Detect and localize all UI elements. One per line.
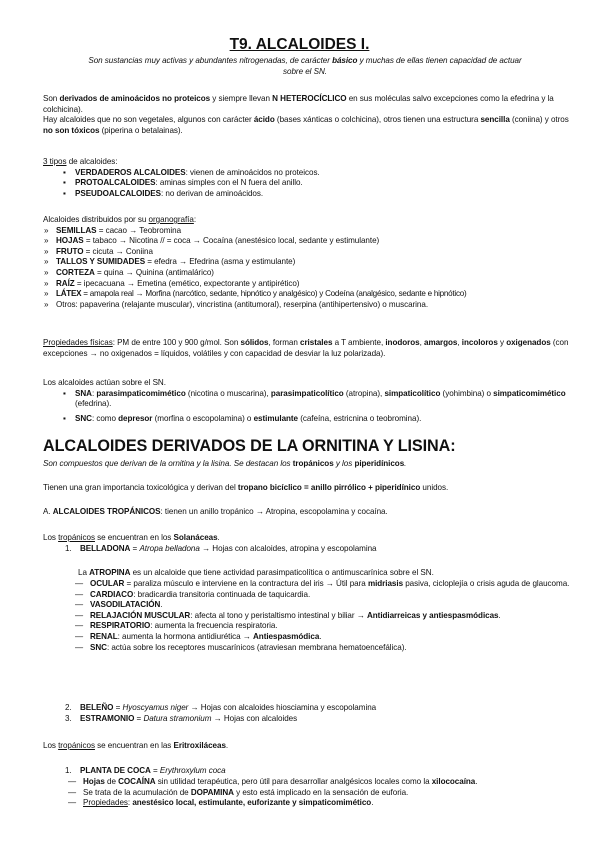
dash-bullet-icon: — xyxy=(75,610,84,620)
tipos-link[interactable]: 3 tipos xyxy=(43,157,67,166)
square-bullet-icon: ▪ xyxy=(63,167,66,177)
page-title: T9. ALCALOIDES I. xyxy=(229,36,370,53)
intro-paragraph-1: Son derivados de aminoácidos no proteicos y siempre llevan N HETEROCÍCLICO en sus moléculas salvo excepciones como la efedrina y la colchicina). xyxy=(43,94,554,114)
sn-heading: Los alcaloides actúan sobre el SN. xyxy=(43,378,166,387)
intro-block xyxy=(43,94,579,136)
list-item: — OCULAR = paraliza músculo e interviene en la contractura del iris → Útil para midriasis pasiva, cicloplejía o crisis aguda de glaucoma. xyxy=(75,579,570,588)
intro-paragraph-2: Hay alcaloides que no son vegetales, algunos con carácter ácido (bases xánticas o colchicina), otros tienen una estructura sencilla (coniina) y otros no son tóxicos (piperina o betalainas). xyxy=(43,115,569,135)
sn-list xyxy=(43,389,579,425)
organografia-block xyxy=(43,215,579,310)
guillemet-bullet-icon: » xyxy=(44,257,49,267)
guillemet-bullet-icon: » xyxy=(44,225,49,235)
organografia-list xyxy=(43,226,579,311)
list-item: » HOJAS = tabaco → Nicotina // = coca → Cocaína (anestésico local, sedante y estimulante) xyxy=(44,236,380,246)
list-item: ▪ SNA: parasimpaticomimético (nicotina o muscarina), parasimpaticolítico (atropina), simpaticolítico (yohimbina) o simpaticomimético (efedrina). xyxy=(63,388,566,409)
square-bullet-icon: ▪ xyxy=(63,413,66,423)
subtitle-text: y muchas de ellas tienen capacidad de actuar sobre el SN. xyxy=(283,56,522,76)
list-item: — Se trata de la acumulación de DOPAMINA y esto está implicado en la sensación de euforia. xyxy=(68,787,409,797)
dash-bullet-icon: — xyxy=(68,777,77,786)
dash-bullet-icon: — xyxy=(75,589,84,599)
dash-bullet-icon: — xyxy=(68,798,77,808)
guillemet-bullet-icon: » xyxy=(44,278,49,288)
tropanicos-link[interactable]: tropánicos xyxy=(58,741,95,750)
atropina-effects-list xyxy=(43,579,579,653)
list-item: ▪ PSEUDOALCALOIDES: no derivan de aminoácidos. xyxy=(63,188,264,198)
section-subtitle: Son compuestos que derivan de la ornitina y la lisina. Se destacan los tropánicos y los piperidínicos. xyxy=(43,459,407,468)
list-item: » RAÍZ = ipecacuana → Emetina (emético, expectorante y antipirético) xyxy=(44,278,300,288)
list-item: — Hojas de COCAÍNA sin utilidad terapéutica, pero útil para desarrollar analgésicos locales como la xilococaína. xyxy=(68,777,478,786)
coca-details-list xyxy=(43,777,579,809)
guillemet-bullet-icon: » xyxy=(44,246,49,256)
coca-list xyxy=(43,766,579,777)
propiedades-link[interactable]: Propiedades físicas xyxy=(43,338,113,347)
list-item: » FRUTO = cicuta → Coniina xyxy=(44,246,153,256)
list-item: » SEMILLAS = cacao → Teobromina xyxy=(44,225,182,235)
organografia-link[interactable]: organografía xyxy=(148,215,194,224)
propiedades-paragraph: Propiedades físicas: PM de entre 100 y 900 g/mol. Son sólidos, forman cristales a T ambiente, inodoros, amargos, incoloros y oxigenados (con excepciones → no oxigenados = líquidos, volátiles y con capacidad de desviar la luz polarizada). xyxy=(43,338,569,358)
list-item: 1. BELLADONA = Atropa belladona → Hojas con alcaloides, atropina y escopolamina xyxy=(65,544,377,553)
sn-block xyxy=(43,378,579,424)
guillemet-bullet-icon: » xyxy=(44,289,49,299)
list-item: » CORTEZA = quina → Quinina (antimalárico) xyxy=(44,267,214,277)
subtitle-text: Son sustancias muy activas y abundantes nitrogenadas, de carácter xyxy=(88,56,333,65)
dash-bullet-icon: — xyxy=(75,579,84,588)
guillemet-bullet-icon: » xyxy=(44,236,49,246)
list-item: — RELAJACIÓN MUSCULAR: afecta al tono y peristaltismo intestinal y biliar → Antidiarreicas y antiespasmódicas. xyxy=(75,610,501,620)
list-item: — RENAL: aumenta la hormona antidiurética → Antiespasmódica. xyxy=(75,631,322,641)
tipos-list xyxy=(43,168,579,200)
solanaceas-paragraph: Los tropánicos se encuentran en los Solanáceas. xyxy=(43,533,220,542)
dash-bullet-icon: — xyxy=(68,787,77,797)
subtitle-bold: básico xyxy=(332,56,358,65)
tipos-heading: 3 tipos de alcaloides: xyxy=(43,157,118,166)
organografia-heading: Alcaloides distribuidos por su organografía: xyxy=(43,215,197,224)
list-item: 1. PLANTA DE COCA = Erythroxylum coca xyxy=(65,766,226,775)
list-number: 1. xyxy=(65,544,72,553)
list-item: » Otros: papaverina (relajante muscular), vincristina (antitumoral), reserpina (antihipertensivo) o muscarina. xyxy=(44,299,429,309)
list-item: ▪ SNC: como depresor (morfina o escopolamina) o estimulante (cafeína, estricnina o teobromina). xyxy=(63,413,422,423)
square-bullet-icon: ▪ xyxy=(63,388,66,398)
section-heading: ALCALOIDES DERIVADOS DE LA ORNITINA Y LISINA: xyxy=(43,437,456,455)
list-item: — VASODILATACIÓN. xyxy=(75,600,163,610)
square-bullet-icon: ▪ xyxy=(63,178,66,188)
tropanicos-link[interactable]: tropánicos xyxy=(58,533,95,542)
list-item: — Propiedades: anestésico local, estimulante, euforizante y simpaticomimético. xyxy=(68,798,374,808)
dash-bullet-icon: — xyxy=(75,631,84,641)
propiedades-coca-link[interactable]: Propiedades xyxy=(83,798,128,808)
list-number: 2. xyxy=(65,703,72,712)
guillemet-bullet-icon: » xyxy=(44,299,49,309)
tropano-paragraph: Tienen una gran importancia toxicológica y derivan del tropano bicíclico = anillo pirrólico + piperidínico unidos. xyxy=(43,483,449,492)
eritroxilaceas-paragraph: Los tropánicos se encuentran en las Eritroxiláceas. xyxy=(43,741,229,750)
dash-bullet-icon: — xyxy=(75,621,84,631)
atropina-paragraph: La ATROPINA es un alcaloide que tiene actividad parasimpaticolítica o antimuscarínica sobre el SN. xyxy=(78,568,434,577)
page-subtitle xyxy=(85,56,525,77)
dash-bullet-icon: — xyxy=(75,600,84,610)
list-item: — RESPIRATORIO: aumenta la frecuencia respiratoria. xyxy=(75,621,278,631)
list-item: » TALLOS Y SUMIDADES = efedra → Efedrina (asma y estimulante) xyxy=(44,257,296,267)
tipos-block xyxy=(43,157,579,199)
guillemet-bullet-icon: » xyxy=(44,267,49,277)
list-item: » LÁTEX = amapola real → Morfina (narcótico, sedante, hipnótico y analgésico) y Codeína (analgésico, sedante e hipnótico) xyxy=(44,289,467,299)
list-number: 1. xyxy=(65,766,72,775)
propiedades-block xyxy=(43,338,579,359)
alcaloides-tropanicos-paragraph: A. ALCALOIDES TROPÁNICOS: tienen un anillo tropánico → Atropina, escopolamina y cocaína. xyxy=(43,507,388,516)
list-number: 3. xyxy=(65,713,72,723)
list-item: 2. BELEÑO = Hyoscyamus niger → Hojas con alcaloides hiosciamina y escopolamina xyxy=(65,703,377,712)
belladona-list xyxy=(43,544,579,555)
list-item: — CARDIACO: bradicardia transitoria continuada de taquicardia. xyxy=(75,589,311,599)
square-bullet-icon: ▪ xyxy=(63,188,66,198)
list-item: ▪ VERDADEROS ALCALOIDES: vienen de aminoácidos no proteicos. xyxy=(63,167,320,177)
list-item: — SNC: actúa sobre los receptores muscarínicos (atraviesan membrana hematoencefálica). xyxy=(75,642,407,652)
dash-bullet-icon: — xyxy=(75,642,84,652)
solanaceas-more-list xyxy=(43,703,579,724)
list-item: ▪ PROTOALCALOIDES: aminas simples con el N fuera del anillo. xyxy=(63,178,303,188)
list-item: 3. ESTRAMONIO = Datura stramonium → Hojas con alcaloides xyxy=(65,713,298,723)
